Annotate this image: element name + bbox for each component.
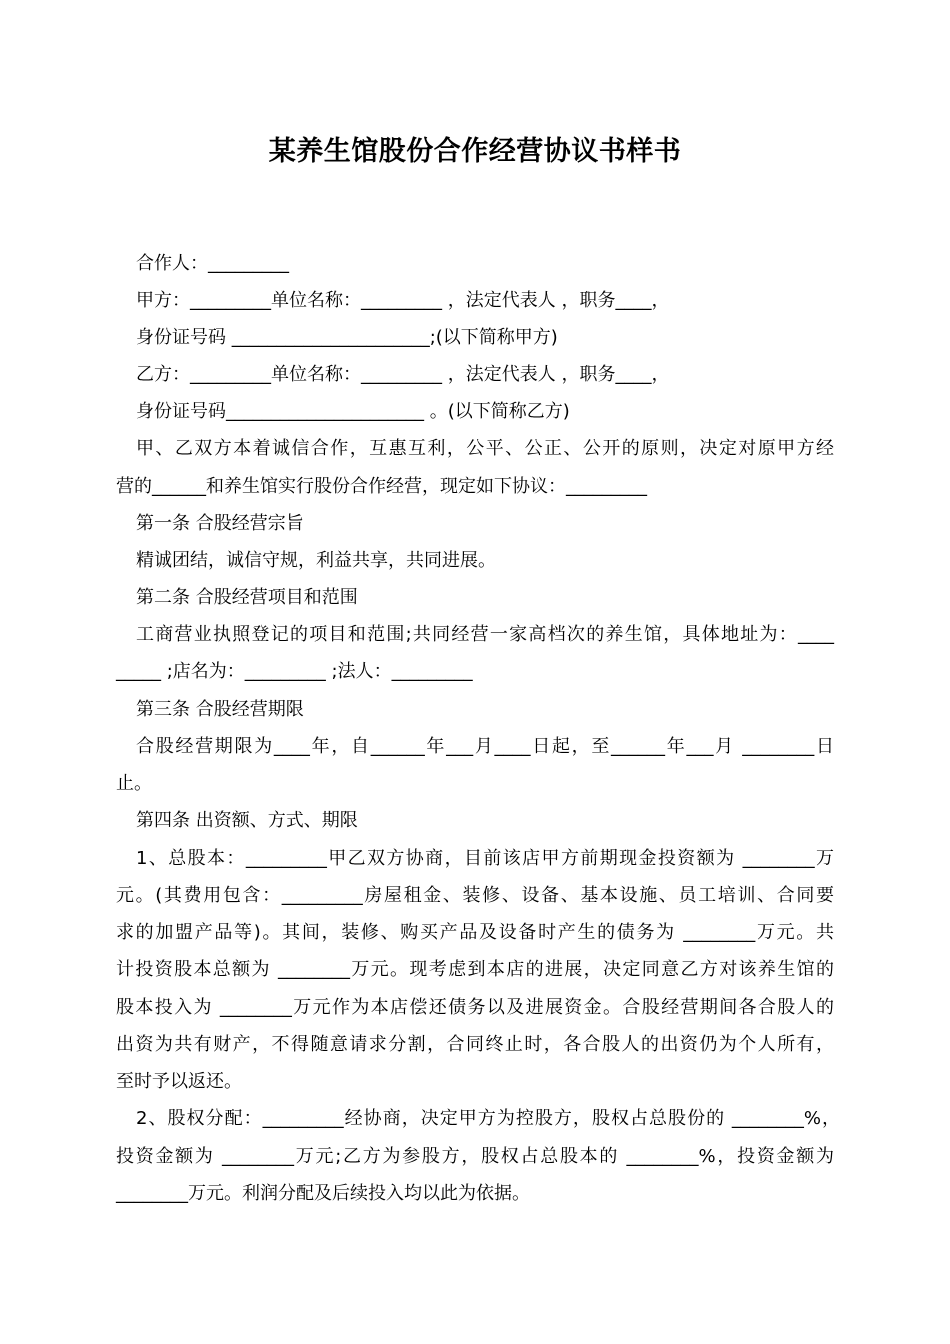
article-4-item-2-line-2: 投资金额为 ________万元;乙方为参股方，股权占总股本的 ________%，投资金额为 [116,1146,834,1167]
article-4-item-1-line-4: 计投资股本总额为 ________万元。现考虑到本店的进展，决定同意乙方对该养生馆的 [116,959,834,980]
article-4-item-1-line-5: 股本投入为 ________万元作为本店偿还债务以及进展资金。合股经营期间各合股人的 [116,997,834,1018]
article-4-item-1-line-1: 1、总股本：_________甲乙双方协商，目前该店甲方前期现金投资额为 ________万 [136,848,834,869]
party-a-line: 甲方：_________单位名称：_________ ，法定代表人 ，职务____， [136,290,670,311]
article-3-body-line-1: 合股经营期限为____年，自______年___月____日起，至______年___月 ________日 [136,736,834,757]
document-title: 某养生馆股份合作经营协议书样书 [268,136,682,167]
article-2-heading: 第二条 合股经营项目和范围 [136,587,358,608]
article-2-body-line-2: _____ ;店名为：_________ ;法人：_________ [116,661,473,682]
preamble-line-2: 营的______和养生馆实行股份合作经营，现定如下协议：_________ [116,476,647,497]
article-3-heading: 第三条 合股经营期限 [136,699,304,720]
article-4-item-1-line-2: 元。(其费用包含：_________房屋租金、装修、设备、基本设施、员工培训、合同要 [116,885,834,906]
article-4-heading: 第四条 出资额、方式、期限 [136,810,358,831]
party-b-line: 乙方：_________单位名称：_________ ，法定代表人 ，职务____， [136,364,670,385]
article-4-item-2-line-3: ________万元。利润分配及后续投入均以此为依据。 [116,1183,530,1204]
article-4-item-1-line-3: 求的加盟产品等)。其间，装修、购买产品及设备时产生的债务为 ________万元。共 [116,922,834,943]
article-1-heading: 第一条 合股经营宗旨 [136,513,304,534]
party-a-id-line: 身份证号码 ______________________;(以下简称甲方) [136,327,558,348]
article-4-item-1-line-7: 至时予以返还。 [116,1071,242,1092]
article-4-item-2-line-1: 2、股权分配：_________经协商，决定甲方为控股方，股权占总股份的 ________%， [136,1108,840,1129]
article-3-body-line-2: 止。 [116,773,152,794]
article-1-body: 精诚团结，诚信守规，利益共享，共同进展。 [136,550,496,571]
preamble-line-1: 甲、乙双方本着诚信合作，互惠互利，公平、公正、公开的原则，决定对原甲方经 [136,438,834,459]
party-b-id-line: 身份证号码______________________ 。(以下简称乙方) [136,401,570,422]
article-4-item-1-line-6: 出资为共有财产，不得随意请求分割，合同终止时，各合股人的出资仍为个人所有， [116,1034,834,1055]
partners-line: 合作人：_________ [136,253,289,274]
article-2-body-line-1: 工商营业执照登记的项目和范围;共同经营一家高档次的养生馆，具体地址为：____ [136,624,834,645]
